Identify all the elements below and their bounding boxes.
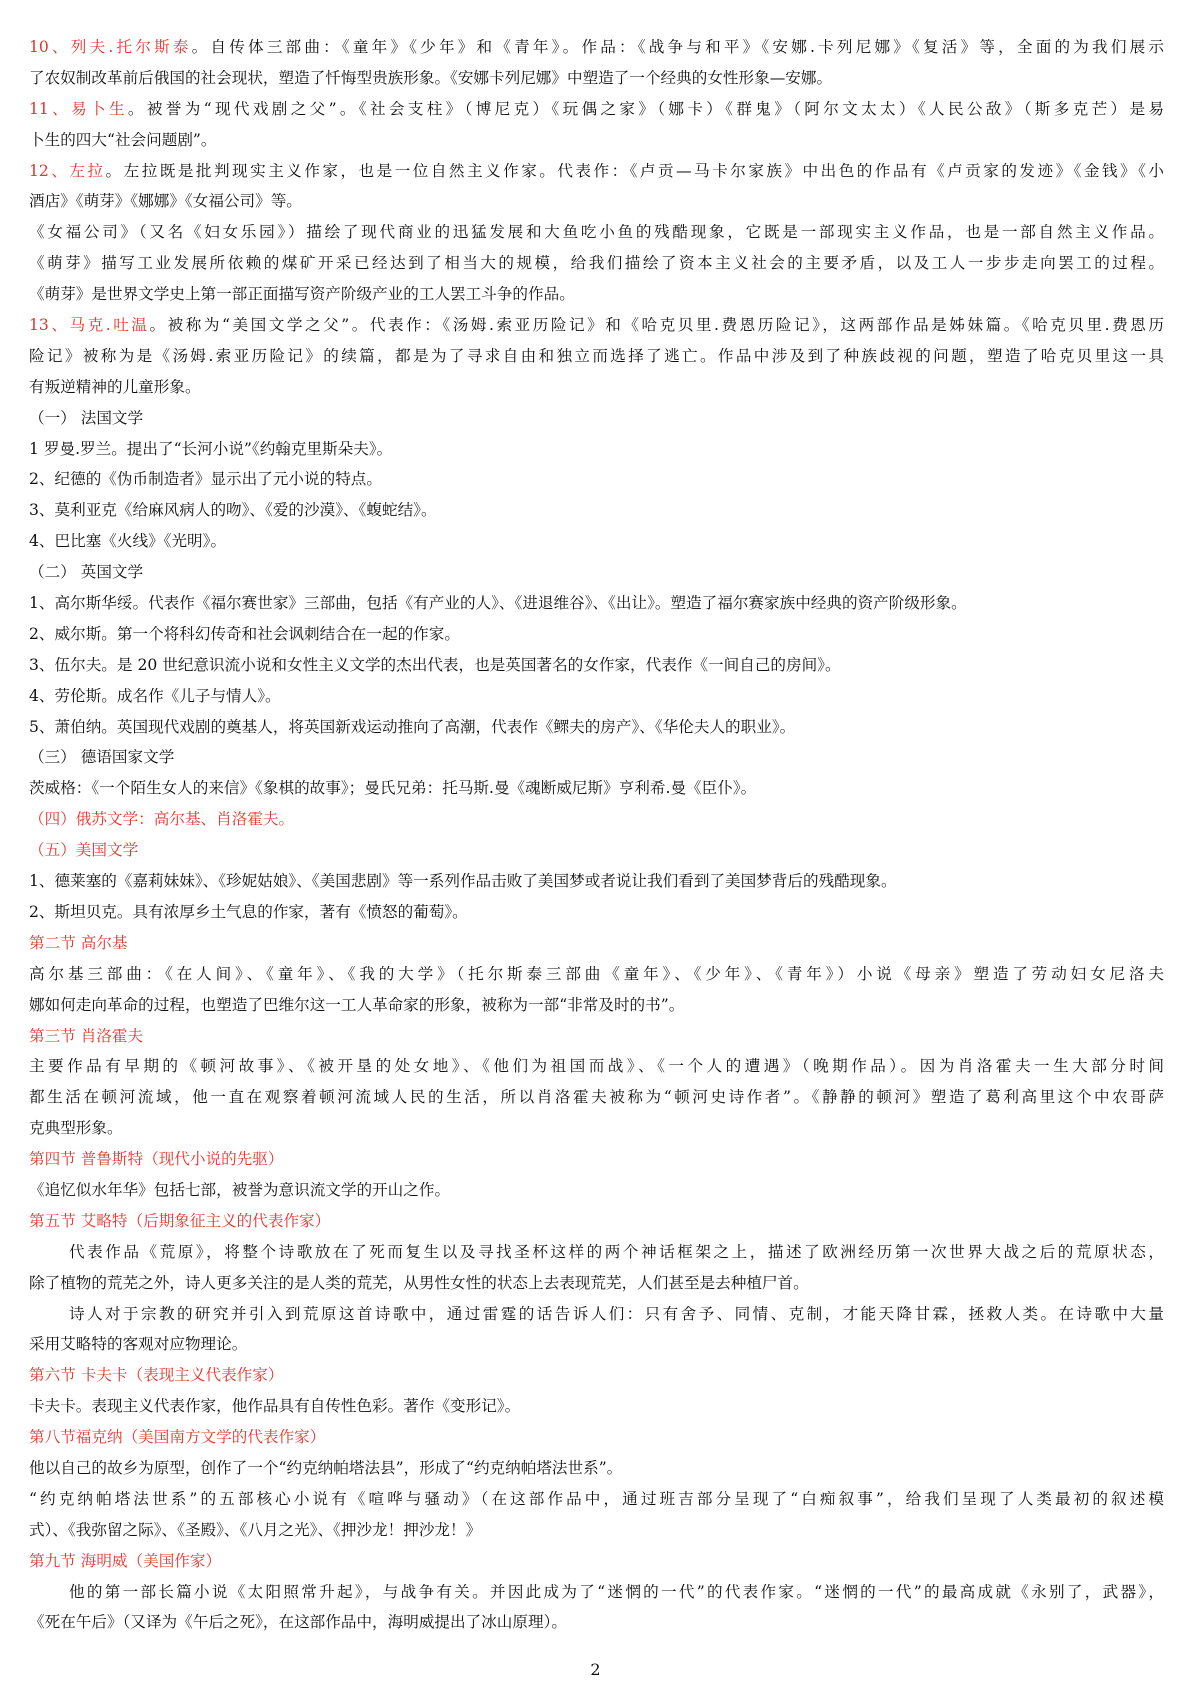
text-line: [29, 1082, 1164, 1113]
text-line: [29, 1515, 1164, 1546]
line-text: 采用艾略特的客观对应物理论。: [29, 1335, 248, 1354]
document-body: [29, 32, 1164, 1638]
line-text: 1、德莱塞的《嘉莉妹妹》、《珍妮姑娘》、《美国悲剧》等一系列作品击败了美国梦或者说让我们看到了美国梦背后的残酷现象。: [29, 872, 897, 891]
text-line: [29, 403, 1164, 434]
line-text: 诗人对于宗教的研究并引入到荒原这首诗歌中，通过雷霆的话告诉人们：只有舍予、同情、克制，才能天降甘霖，拯救人类。在诗歌中大量: [69, 1304, 1164, 1323]
text-line: [29, 712, 1164, 743]
highlighted-heading: （五）美国文学: [29, 841, 139, 860]
text-line: [29, 650, 1164, 681]
text-line: [29, 434, 1164, 465]
text-line: [29, 1299, 1164, 1330]
text-line: [29, 742, 1164, 773]
text-line: [29, 1422, 1164, 1453]
line-text: 主要作品有早期的《顿河故事》、《被开垦的处女地》、《他们为祖国而战》、《一个人的遭遇》（晚期作品）。因为肖洛霍夫一生大部分时间: [29, 1057, 1164, 1076]
line-text: 了农奴制改革前后俄国的社会现状，塑造了忏悔型贵族形象。《安娜卡列尼娜》中塑造了一个经典的女性形象—安娜。: [29, 68, 833, 87]
line-text: 《死在午后》（又译为《午后之死》，在这部作品中，海明威提出了冰山原理）。: [29, 1613, 567, 1632]
line-text: （二） 英国文学: [29, 563, 144, 582]
text-line: [29, 526, 1164, 557]
line-text: 卡夫卡。表现主义代表作家，他作品具有自传性色彩。著作《变形记》。: [29, 1397, 521, 1416]
line-text: 3、伍尔夫。是 20 世纪意识流小说和女性主义文学的杰出代表，也是英国著名的女作家，代表作《一间自己的房间》。: [29, 655, 841, 674]
text-line: [29, 1206, 1164, 1237]
highlighted-heading: 第三节 肖洛霍夫: [29, 1026, 144, 1045]
text-line: [29, 1113, 1164, 1144]
line-text: 1、高尔斯华绥。代表作《福尔赛世家》三部曲，包括《有产业的人》、《进退维谷》、《出让》。塑造了福尔赛家族中经典的资产阶级形象。: [29, 594, 967, 613]
line-text: 他以自己的故乡为原型，创作了一个“约克纳帕塔法县”，形成了“约克纳帕塔法世系”。: [29, 1458, 623, 1477]
text-line: [29, 588, 1164, 619]
line-text: 都生活在顿河流域，他一直在观察着顿河流域人民的生活，所以肖洛霍夫被称为“顿河史诗作者”。《静静的顿河》塑造了葛利高里这个中农哥萨: [29, 1088, 1164, 1107]
text-line: [29, 156, 1164, 187]
line-text: 式）、《我弥留之际》、《圣殿》、《八月之光》、《押沙龙！押沙龙！》: [29, 1520, 482, 1539]
text-line: [29, 1237, 1164, 1268]
highlighted-heading: （四）俄苏文学：高尔基、肖洛霍夫。: [29, 810, 295, 829]
line-text: 1 罗曼.罗兰。提出了“长河小说”《约翰克里斯朵夫》。: [29, 439, 393, 458]
line-text: 《萌芽》是世界文学史上第一部正面描写资产阶级产业的工人罢工斗争的作品。: [29, 285, 575, 304]
text-line: [29, 341, 1164, 372]
line-text: 《追忆似水年华》包括七部，被誉为意识流文学的开山之作。: [29, 1180, 451, 1199]
text-line: [29, 619, 1164, 650]
line-text: 2、威尔斯。第一个将科幻传奇和社会讽刺结合在一起的作家。: [29, 624, 460, 643]
text-line: [29, 1607, 1164, 1638]
text-line: [29, 959, 1164, 990]
line-text: 茨威格：《一个陌生女人的来信》《象棋的故事》；曼氏兄弟：托马斯.曼《魂断威尼斯》亨利希.曼《臣仆》。: [29, 779, 757, 798]
text-line: [29, 835, 1164, 866]
highlighted-heading: 11、易卜生: [29, 99, 128, 118]
text-line: [29, 1546, 1164, 1577]
line-text: 《萌芽》描写工业发展所依赖的煤矿开采已经达到了相当大的规模，给我们描绘了资本主义社会的主要矛盾，以及工人一步步走向罢工的过程。: [29, 254, 1164, 273]
line-text: 卜生的四大“社会问题剧”。: [29, 130, 217, 149]
text-line: [29, 310, 1164, 341]
text-line: [29, 1453, 1164, 1484]
line-text: 高尔基三部曲：《在人间》、《童年》、《我的大学》（托尔斯泰三部曲《童年》、《少年》、《青年》）小说《母亲》塑造了劳动妇女尼洛夫: [29, 964, 1164, 983]
text-line: [29, 557, 1164, 588]
text-line: [29, 186, 1164, 217]
text-line: [29, 1391, 1164, 1422]
line-text: 。被誉为“现代戏剧之父”。《社会支柱》（博尼克）《玩偶之家》（娜卡）《群鬼》（阿尔文太太）《人民公敌》（斯多克芒）是易: [127, 99, 1164, 118]
line-text: 酒店》《萌芽》《娜娜》《女福公司》等。: [29, 192, 302, 211]
highlighted-heading: 10、列夫.托尔斯泰: [29, 38, 192, 56]
line-text: 。左拉既是批判现实主义作家，也是一位自然主义作家。代表作：《卢贡—马卡尔家族》中出色的作品有《卢贡家的发迹》《金钱》《小: [105, 161, 1164, 180]
text-line: [29, 495, 1164, 526]
line-text: 2、斯坦贝克。具有浓厚乡土气息的作家，著有《愤怒的葡萄》。: [29, 902, 468, 921]
text-line: [29, 94, 1164, 125]
line-text: 。自传体三部曲：《童年》《少年》和《青年》。作品：《战争与和平》《安娜.卡列尼娜》《复活》等，全面的为我们展示: [191, 38, 1164, 56]
highlighted-heading: 第四节 普鲁斯特（现代小说的先驱）: [29, 1150, 284, 1169]
text-line: [29, 125, 1164, 156]
text-line: [29, 1268, 1164, 1299]
highlighted-heading: 12、左拉: [29, 161, 106, 180]
text-line: [29, 464, 1164, 495]
highlighted-heading: 第二节 高尔基: [29, 933, 128, 952]
line-text: 《女福公司》（又名《妇女乐园》）描绘了现代商业的迅猛发展和大鱼吃小鱼的残酷现象，它既是一部现实主义作品，也是一部自然主义作品。: [29, 223, 1164, 242]
text-line: [29, 897, 1164, 928]
highlighted-heading: 第九节 海明威（美国作家）: [29, 1551, 222, 1570]
line-text: 4、劳伦斯。成名作《儿子与情人》。: [29, 686, 281, 705]
text-line: [29, 32, 1164, 63]
text-line: [29, 372, 1164, 403]
line-text: 娜如何走向革命的过程，也塑造了巴维尔这一工人革命家的形象，被称为一部“非常及时的书”。: [29, 995, 685, 1014]
line-text: 5、萧伯纳。英国现代戏剧的奠基人，将英国新戏运动推向了高潮，代表作《鳏夫的房产》、《华伦夫人的职业》。: [29, 717, 796, 736]
line-text: （三） 德语国家文学: [29, 748, 175, 767]
text-line: [29, 1360, 1164, 1391]
text-line: [29, 1577, 1164, 1608]
page-number: 2: [590, 1660, 601, 1679]
line-text: 4、巴比塞《火线》《光明》。: [29, 532, 227, 551]
line-text: （一） 法国文学: [29, 408, 144, 427]
text-line: [29, 217, 1164, 248]
line-text: 除了植物的荒芜之外，诗人更多关注的是人类的荒芜，从男性女性的状态上去表现荒芜，人们甚至是去种植尸首。: [29, 1273, 809, 1292]
line-text: 2、纪德的《伪币制造者》显示出了元小说的特点。: [29, 470, 382, 489]
line-text: 。被称为“美国文学之父”。代表作：《汤姆.索亚历险记》和《哈克贝里.费恩历险记》，这两部作品是姊妹篇。《哈克贝里.费恩历: [149, 316, 1164, 335]
text-line: [29, 773, 1164, 804]
highlighted-heading: 第八节福克纳（美国南方文学的代表作家）: [29, 1428, 326, 1447]
line-text: 代表作品《荒原》，将整个诗歌放在了死而复生以及寻找圣杯这样的两个神话框架之上，描述了欧洲经历第一次世界大战之后的荒原状态，: [69, 1242, 1164, 1261]
line-text: 他的第一部长篇小说《太阳照常升起》，与战争有关。并因此成为了“迷惘的一代”的代表作家。“迷惘的一代”的最高成就《永别了，武器》，: [69, 1582, 1164, 1601]
text-line: [29, 1484, 1164, 1515]
text-line: [29, 1051, 1164, 1082]
text-line: [29, 804, 1164, 835]
line-text: 险记》被称为是《汤姆.索亚历险记》的续篇，都是为了寻求自由和独立而选择了逃亡。作品中涉及到了种族歧视的问题，塑造了哈克贝里这一具: [29, 346, 1164, 365]
highlighted-heading: 13、马克.吐温: [29, 316, 150, 335]
line-text: 克典型形象。: [29, 1119, 123, 1138]
text-line: [29, 1144, 1164, 1175]
highlighted-heading: 第六节 卡夫卡（表现主义代表作家）: [29, 1366, 284, 1385]
line-text: 3、莫利亚克《给麻风病人的吻》、《爱的沙漠》、《蝮蛇结》。: [29, 501, 437, 520]
text-line: [29, 1175, 1164, 1206]
text-line: [29, 928, 1164, 959]
line-text: 有叛逆精神的儿童形象。: [29, 377, 201, 396]
line-text: “约克纳帕塔法世系”的五部核心小说有《喧哗与骚动》（在这部作品中，通过班吉部分呈现了“白痴叙事”，给我们呈现了人类最初的叙述模: [29, 1489, 1164, 1508]
text-line: [29, 1329, 1164, 1360]
text-line: [29, 248, 1164, 279]
text-line: [29, 63, 1164, 94]
highlighted-heading: 第五节 艾略特（后期象征主义的代表作家）: [29, 1211, 331, 1230]
text-line: [29, 279, 1164, 310]
text-line: [29, 681, 1164, 712]
text-line: [29, 1021, 1164, 1052]
text-line: [29, 990, 1164, 1021]
text-line: [29, 866, 1164, 897]
